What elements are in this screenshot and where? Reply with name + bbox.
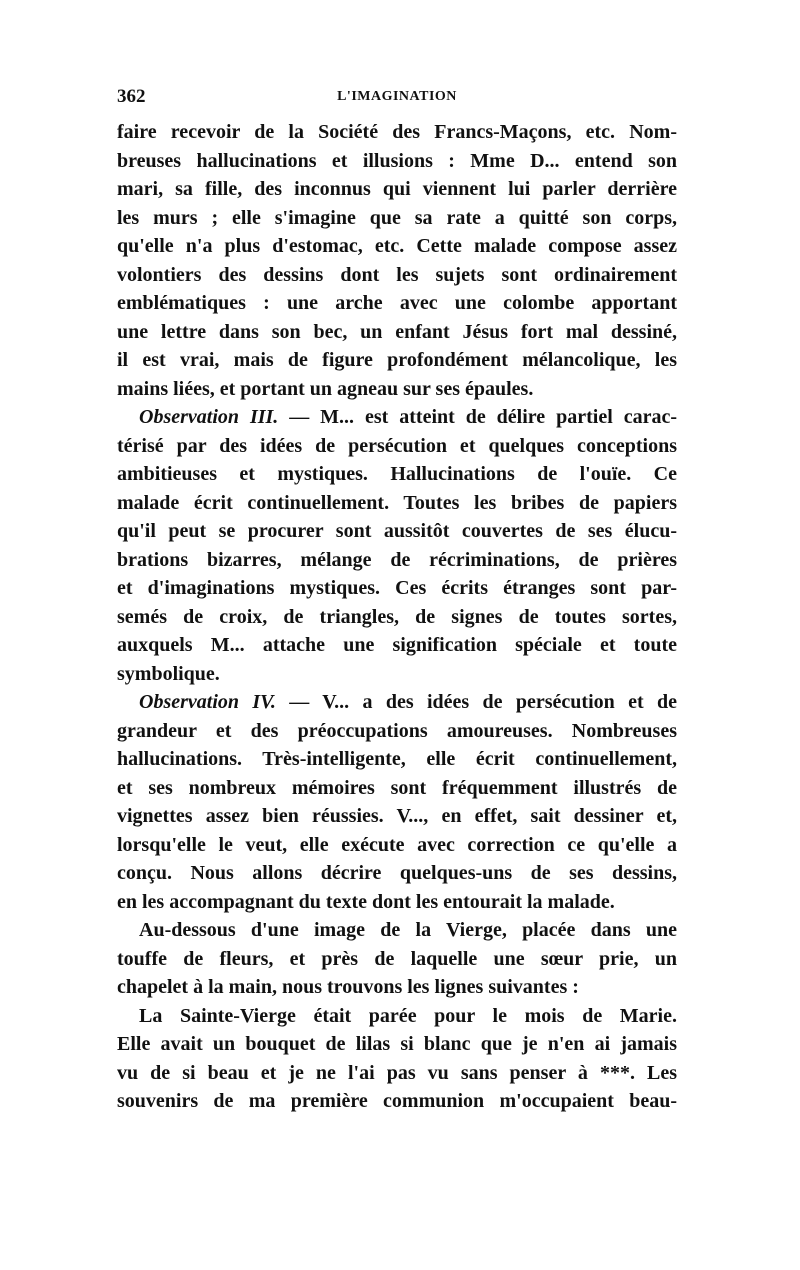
- text-line: et ses nombreux mémoires sont fréquemment illustrés de: [117, 776, 677, 799]
- text-line: breuses hallucinations et illusions : Mme D... entend son: [117, 149, 677, 172]
- observation-title: Observation IV.: [139, 691, 276, 713]
- text-line: grandeur et des préoccupations amoureuses. Nombreuses: [117, 719, 677, 742]
- text-line: conçu. Nous allons décrire quelques-uns de ses dessins,: [117, 862, 677, 884]
- text-line: semés de croix, de triangles, de signes de toutes sortes,: [117, 605, 677, 628]
- text-line: il est vrai, mais de figure profondément mélancolique, les: [117, 349, 677, 371]
- text-line: vignettes assez bien réussies. V..., en effet, sait dessiner et,: [117, 805, 677, 827]
- text-line: Au-dessous d'une image de la Vierge, placée dans une: [139, 919, 677, 941]
- text-line: les murs ; elle s'imagine que sa rate a quitté son corps,: [117, 206, 677, 229]
- text-line: mari, sa fille, des inconnus qui viennent lui parler derrière: [117, 178, 677, 200]
- text-line: hallucinations. Très-intelligente, elle écrit continuellement,: [117, 748, 677, 770]
- text-line: brations bizarres, mélange de récriminations, de prières: [117, 548, 677, 571]
- text-line: térisé par des idées de persécution et quelques conceptions: [117, 434, 677, 457]
- text-line: Elle avait un bouquet de lilas si blanc que je n'en ai jamais: [117, 1033, 677, 1055]
- page-number: 362: [117, 86, 146, 107]
- text-line: auxquels M... attache une signification spéciale et toute: [117, 634, 677, 656]
- text-line: chapelet à la main, nous trouvons les lignes suivantes :: [117, 976, 579, 998]
- observation-heading-line: Observation IV. — V... a des idées de persécution et de: [139, 691, 678, 713]
- text-line: faire recevoir de la Société des Francs-Maçons, etc. Nom-: [117, 121, 677, 143]
- text-line: malade écrit continuellement. Toutes les bribes de papiers: [117, 491, 677, 514]
- text-line: souvenirs de ma première communion m'occupaient beau-: [117, 1090, 677, 1112]
- page-header: [117, 86, 677, 114]
- text-line: volontiers des dessins dont les sujets sont ordinairement: [117, 263, 677, 286]
- text-line: et d'imaginations mystiques. Ces écrits étranges sont par-: [117, 577, 677, 599]
- observation-title: Observation III.: [139, 406, 279, 428]
- text-line: La Sainte-Vierge était parée pour le mois de Marie.: [139, 1004, 677, 1027]
- running-title: L'IMAGINATION: [337, 89, 457, 104]
- text-line: vu de si beau et je ne l'ai pas vu sans penser à ***. Les: [117, 1061, 677, 1084]
- text-line: touffe de fleurs, et près de laquelle une sœur prie, un: [117, 947, 677, 970]
- observation-heading-line: Observation III. — M... est atteint de délire partiel carac-: [139, 406, 677, 428]
- text-line: une lettre dans son bec, un enfant Jésus fort mal dessiné,: [117, 320, 677, 343]
- text-line: ambitieuses et mystiques. Hallucinations de l'ouïe. Ce: [117, 463, 677, 485]
- text-line: mains liées, et portant un agneau sur ses épaules.: [117, 377, 534, 400]
- text-line: symbolique.: [117, 662, 220, 685]
- text-line: en les accompagnant du texte dont les entourait la malade.: [117, 890, 615, 913]
- text-line: qu'il peut se procurer sont aussitôt couvertes de ses élucu-: [117, 520, 677, 542]
- text-line: qu'elle n'a plus d'estomac, etc. Cette malade compose assez: [117, 235, 677, 257]
- text-line: emblématiques : une arche avec une colombe apportant: [117, 292, 677, 314]
- text-line: lorsqu'elle le veut, elle exécute avec correction ce qu'elle a: [117, 833, 677, 856]
- body-text: [117, 118, 677, 1116]
